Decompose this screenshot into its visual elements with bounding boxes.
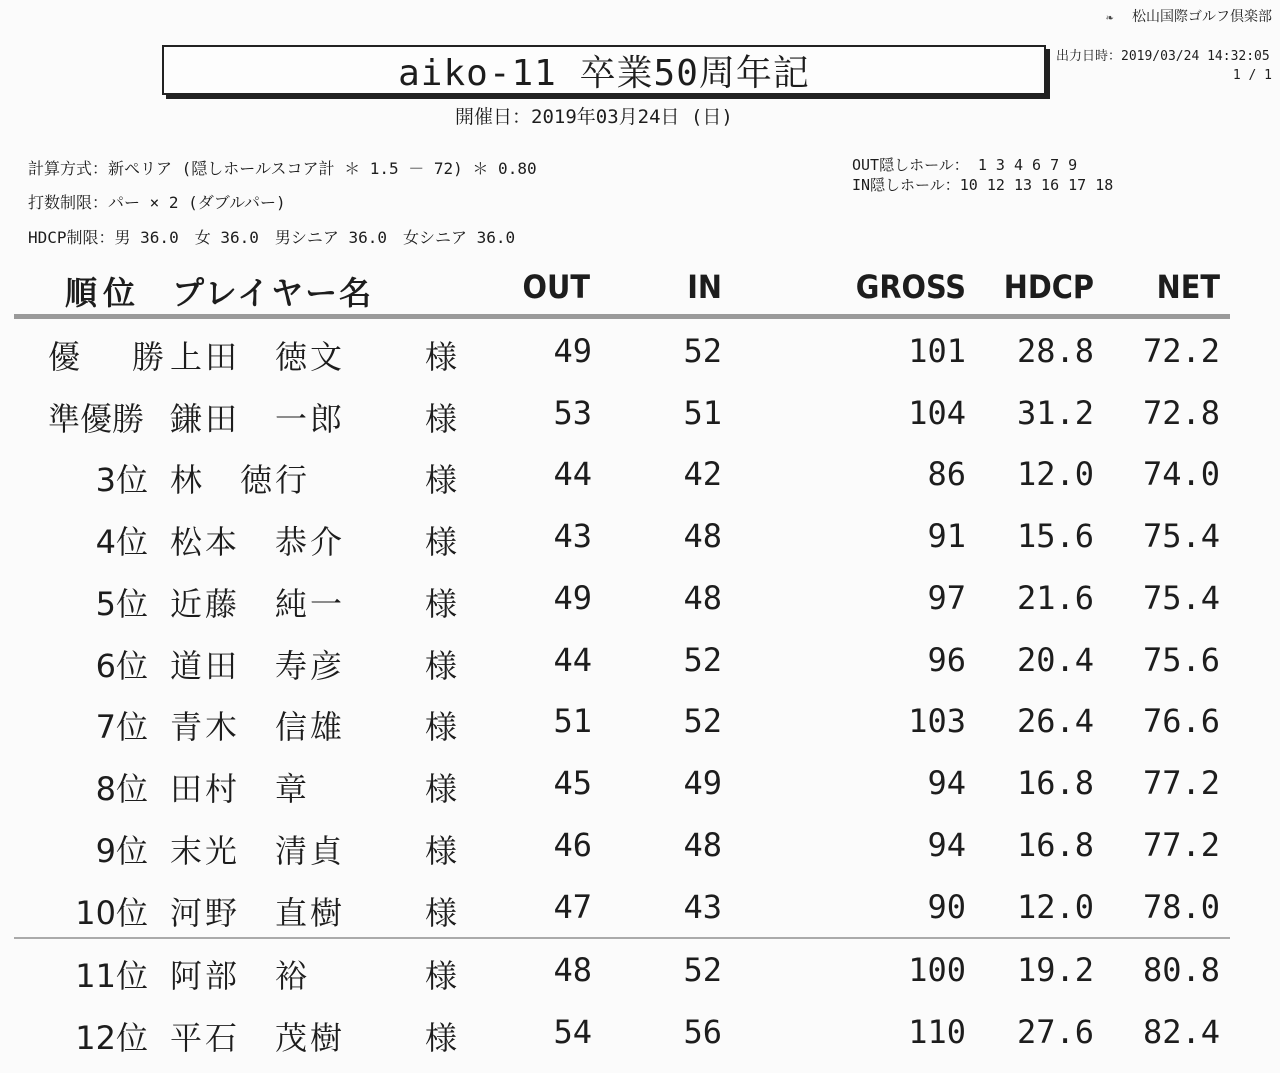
in-cell: 51	[683, 394, 722, 432]
header-in: IN	[687, 268, 722, 306]
table-row	[0, 951, 1280, 1011]
table-row	[0, 517, 1280, 577]
in-cell: 48	[683, 517, 722, 555]
rank-cell: 12位	[75, 1019, 148, 1057]
gross-cell: 94	[927, 764, 966, 802]
in-cell: 52	[683, 332, 722, 370]
gross-cell: 97	[927, 579, 966, 617]
net-cell: 75.4	[1142, 579, 1220, 617]
in-cell: 52	[683, 951, 722, 989]
net-cell: 74.0	[1142, 455, 1220, 493]
table-row	[0, 394, 1280, 454]
hdcp-cell: 26.4	[1016, 702, 1094, 740]
out-cell: 46	[553, 826, 592, 864]
table-row	[0, 888, 1280, 948]
table-row	[0, 579, 1280, 639]
in-cell: 42	[683, 455, 722, 493]
in-hidden-holes: IN隠しホール：10 12 13 16 17 18	[852, 176, 1114, 194]
out-cell: 44	[553, 455, 592, 493]
hdcp-cell: 28.8	[1016, 332, 1094, 370]
table-row	[0, 332, 1280, 392]
honorific-cell: 様	[425, 894, 458, 932]
rank-cell: 4位	[95, 523, 148, 561]
event-date: 開催日：2019年03月24日 (日)	[455, 106, 733, 128]
header-out: OUT	[522, 268, 590, 306]
gross-cell: 101	[908, 332, 966, 370]
honorific-cell: 様	[425, 832, 458, 870]
player-name-cell: 平石 茂樹	[170, 1019, 346, 1057]
hdcp-cell: 27.6	[1016, 1013, 1094, 1051]
table-row	[0, 455, 1280, 515]
rank-cell: 8位	[95, 770, 148, 808]
honorific-cell: 様	[425, 957, 458, 995]
gross-cell: 100	[908, 951, 966, 989]
header-hdcp: HDCP	[1003, 268, 1094, 306]
in-cell: 48	[683, 579, 722, 617]
honorific-cell: 様	[425, 1019, 458, 1057]
player-name-cell: 末光 清貞	[170, 832, 346, 870]
honorific-cell: 様	[425, 647, 458, 685]
honorific-cell: 様	[425, 770, 458, 808]
table-row	[0, 764, 1280, 824]
rank-cell: 10位	[75, 894, 148, 932]
hdcp-cell: 12.0	[1016, 888, 1094, 926]
net-cell: 80.8	[1142, 951, 1220, 989]
out-cell: 54	[553, 1013, 592, 1051]
net-cell: 72.2	[1142, 332, 1220, 370]
hdcp-limit: HDCP制限：男 36.0 女 36.0 男シニア 36.0 女シニア 36.0	[28, 228, 516, 247]
hdcp-cell: 15.6	[1016, 517, 1094, 555]
net-cell: 72.8	[1142, 394, 1220, 432]
club-name: ❧ 松山国際ゴルフ倶楽部	[1105, 9, 1272, 25]
gross-cell: 90	[927, 888, 966, 926]
in-cell: 49	[683, 764, 722, 802]
net-cell: 75.4	[1142, 517, 1220, 555]
header-divider	[14, 314, 1230, 319]
table-row	[0, 1013, 1280, 1073]
table-row	[0, 702, 1280, 762]
rank-cell: 3位	[95, 461, 148, 499]
rank-cell: 5位	[95, 585, 148, 623]
honorific-cell: 様	[425, 708, 458, 746]
calc-method: 計算方式：新ペリア (隠しホールスコア計 ＊ 1.5 － 72) ＊ 0.80	[28, 159, 537, 178]
gross-cell: 104	[908, 394, 966, 432]
rank-cell: 9位	[95, 832, 148, 870]
rank-cell: 11位	[75, 957, 148, 995]
hdcp-cell: 19.2	[1016, 951, 1094, 989]
rank-cell: 優 勝	[48, 338, 175, 376]
out-cell: 43	[553, 517, 592, 555]
hdcp-cell: 20.4	[1016, 641, 1094, 679]
player-name-cell: 阿部 裕	[170, 957, 311, 995]
out-cell: 44	[553, 641, 592, 679]
out-cell: 48	[553, 951, 592, 989]
hdcp-cell: 31.2	[1016, 394, 1094, 432]
honorific-cell: 様	[425, 585, 458, 623]
header-gross: GROSS	[855, 268, 966, 306]
rank-cell: 6位	[95, 647, 148, 685]
out-cell: 53	[553, 394, 592, 432]
gross-cell: 91	[927, 517, 966, 555]
player-name-cell: 近藤 純一	[170, 585, 346, 623]
net-cell: 78.0	[1142, 888, 1220, 926]
hdcp-cell: 21.6	[1016, 579, 1094, 617]
out-cell: 47	[553, 888, 592, 926]
table-row	[0, 826, 1280, 886]
out-cell: 51	[553, 702, 592, 740]
gross-cell: 103	[908, 702, 966, 740]
net-cell: 75.6	[1142, 641, 1220, 679]
out-cell: 49	[553, 332, 592, 370]
player-name-cell: 上田 徳文	[170, 338, 346, 376]
player-name-cell: 松本 恭介	[170, 523, 346, 561]
in-cell: 56	[683, 1013, 722, 1051]
rank-cell: 準優勝	[48, 400, 145, 438]
output-datetime: 出力日時：2019/03/24 14:32:05	[1056, 49, 1270, 64]
gross-cell: 110	[908, 1013, 966, 1051]
in-cell: 43	[683, 888, 722, 926]
honorific-cell: 様	[425, 338, 458, 376]
out-cell: 45	[553, 764, 592, 802]
hdcp-cell: 12.0	[1016, 455, 1094, 493]
player-name-cell: 田村 章	[170, 770, 311, 808]
hdcp-cell: 16.8	[1016, 764, 1094, 802]
header-rank: 順位	[65, 274, 142, 312]
honorific-cell: 様	[425, 523, 458, 561]
net-cell: 76.6	[1142, 702, 1220, 740]
out-cell: 49	[553, 579, 592, 617]
player-name-cell: 河野 直樹	[170, 894, 346, 932]
net-cell: 82.4	[1142, 1013, 1220, 1051]
table-row	[0, 641, 1280, 701]
in-cell: 52	[683, 641, 722, 679]
gross-cell: 96	[927, 641, 966, 679]
page-title: aiko-11 卒業50周年記	[398, 52, 810, 94]
out-hidden-holes: OUT隠しホール： 1 3 4 6 7 9	[852, 156, 1078, 174]
gross-cell: 86	[927, 455, 966, 493]
page-number: 1 / 1	[1232, 68, 1272, 83]
net-cell: 77.2	[1142, 764, 1220, 802]
club-logo-icon: ❧	[1105, 13, 1114, 24]
in-cell: 48	[683, 826, 722, 864]
header-player: プレイヤー名	[172, 274, 374, 312]
hdcp-cell: 16.8	[1016, 826, 1094, 864]
player-name-cell: 道田 寿彦	[170, 647, 346, 685]
honorific-cell: 様	[425, 400, 458, 438]
stroke-limit: 打数制限：パー × 2 (ダブルパー)	[28, 193, 286, 212]
gross-cell: 94	[927, 826, 966, 864]
page-title-box	[162, 45, 1046, 95]
net-cell: 77.2	[1142, 826, 1220, 864]
player-name-cell: 林 徳行	[170, 461, 311, 499]
honorific-cell: 様	[425, 461, 458, 499]
rank-cell: 7位	[95, 708, 148, 746]
header-net: NET	[1156, 268, 1220, 306]
player-name-cell: 青木 信雄	[170, 708, 346, 746]
in-cell: 52	[683, 702, 722, 740]
player-name-cell: 鎌田 一郎	[170, 400, 346, 438]
